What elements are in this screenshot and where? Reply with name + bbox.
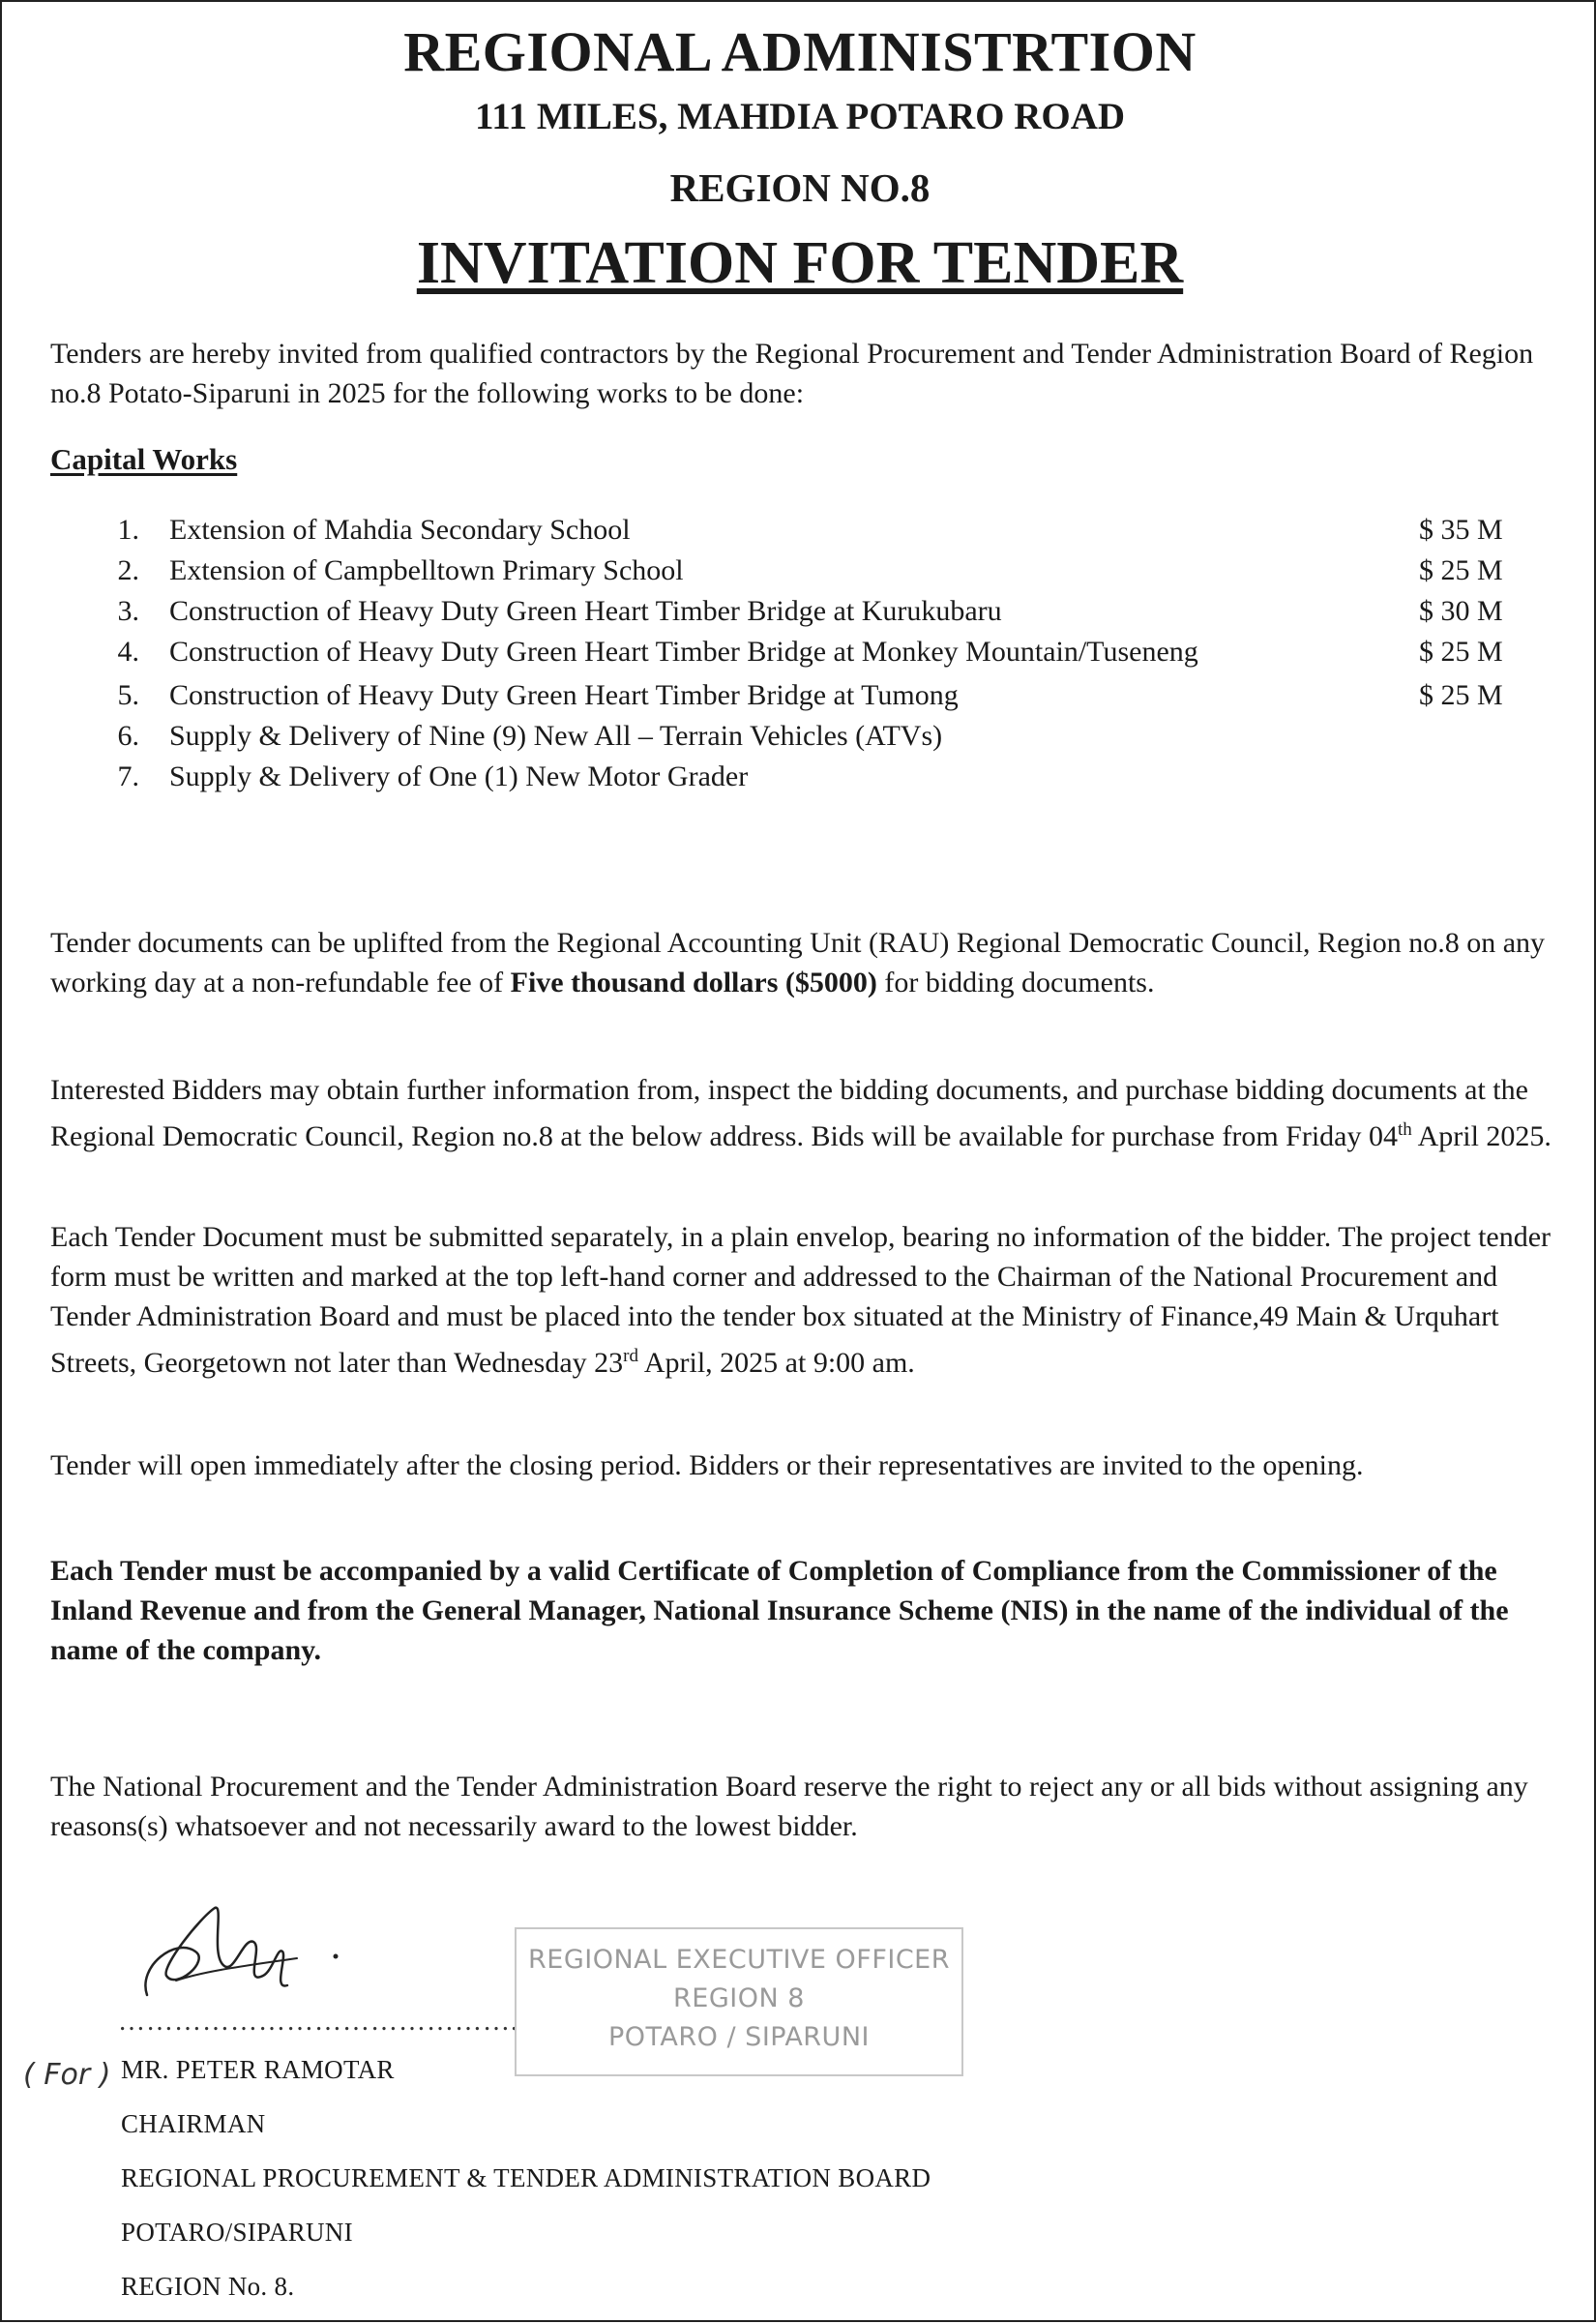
signatory-place: POTARO/SIPARUNI bbox=[121, 2218, 353, 2247]
documents-text-before: Tender documents can be uplifted from the Regional Accounting Unit (RAU) Regional Democratic Council, Region no.8 on any working day at a non-refundable fee of bbox=[50, 927, 1546, 998]
reserve-paragraph: The National Procurement and the Tender Administration Board reserve the right to reject any or all bids without assigning any reasons(s) whatsoever and not necessarily award to the lowest bidder. bbox=[50, 1771, 1528, 1842]
official-stamp bbox=[515, 1927, 963, 2076]
item-number: 3. bbox=[117, 595, 139, 627]
bidders-day-suffix: th bbox=[1397, 1119, 1412, 1140]
item-amount: $ 35 M bbox=[1419, 514, 1503, 546]
list-item bbox=[99, 757, 1521, 797]
bidders-text-before: Interested Bidders may obtain further information from, inspect the bidding documents, and purchase bidding documents at the Regional Democratic Council, Region no.8 at the below address. Bids will be available for purchase from Friday 04 bbox=[50, 1074, 1528, 1152]
list-item bbox=[99, 510, 1521, 551]
item-description: Construction of Heavy Duty Green Heart Timber Bridge at Tumong bbox=[169, 679, 959, 711]
list-item bbox=[99, 591, 1521, 632]
submission-paragraph bbox=[50, 1217, 1554, 1383]
for-note: ( For ) bbox=[23, 2058, 111, 2092]
item-number: 4. bbox=[117, 636, 139, 668]
item-description: Extension of Mahdia Secondary School bbox=[169, 514, 631, 546]
item-description: Supply & Delivery of Nine (9) New All – Terrain Vehicles (ATVs) bbox=[169, 720, 943, 752]
item-number: 5. bbox=[117, 679, 139, 711]
bidders-text-after: April 2025. bbox=[1411, 1120, 1552, 1152]
item-number: 1. bbox=[117, 514, 139, 546]
signatory-region: REGION No. 8. bbox=[121, 2272, 295, 2301]
item-description: Construction of Heavy Duty Green Heart Timber Bridge at Kurukubaru bbox=[169, 595, 1002, 627]
compliance-paragraph: Each Tender must be accompanied by a valid Certificate of Completion of Compliance from the Commissioner of the Inland Revenue and from the General Manager, National Insurance Scheme (NIS) in the name of the individual of the name of the company. bbox=[50, 1555, 1509, 1666]
signature-block bbox=[2, 1898, 1596, 2324]
bidders-paragraph bbox=[50, 1070, 1554, 1156]
list-item bbox=[99, 716, 1521, 757]
intro-paragraph: Tenders are hereby invited from qualified contractors by the Regional Procurement and Tender Administration Board of Region no.8 Potato-Siparuni in 2025 for the following works to be done: bbox=[50, 338, 1534, 409]
handwritten-signature-icon bbox=[118, 1898, 369, 2014]
item-description: Construction of Heavy Duty Green Heart Timber Bridge at Monkey Mountain/Tuseneng bbox=[169, 636, 1198, 668]
signature-line: ……………………………………. bbox=[118, 2007, 518, 2037]
item-amount: $ 25 M bbox=[1419, 636, 1503, 668]
item-amount: $ 25 M bbox=[1419, 679, 1503, 711]
item-description: Supply & Delivery of One (1) New Motor Grader bbox=[169, 760, 749, 792]
works-list bbox=[99, 510, 1521, 797]
documents-paragraph bbox=[50, 923, 1554, 1002]
submission-day-suffix: rd bbox=[623, 1346, 638, 1366]
submission-text-before: Each Tender Document must be submitted separately, in a plain envelop, bearing no information of the bidder. The project tender form must be written and marked at the top left-hand corner and addressed to the Chairman of the National Procurement and Tender Administration Board and must be placed into the tender box situated at the Ministry of Finance,49 Main & Urquhart Streets, Georgetown not later than Wednesday 23 bbox=[50, 1221, 1552, 1379]
stamp-line: POTARO / SIPARUNI bbox=[608, 2022, 870, 2052]
list-item bbox=[99, 551, 1521, 591]
region-heading: REGION NO.8 bbox=[669, 165, 931, 210]
item-description: Extension of Campbelltown Primary School bbox=[169, 554, 684, 586]
list-item bbox=[99, 675, 1521, 716]
stamp-line: REGION 8 bbox=[673, 1983, 805, 2013]
signatory-board: REGIONAL PROCUREMENT & TENDER ADMINISTRATION BOARD bbox=[121, 2163, 931, 2192]
list-item bbox=[99, 632, 1521, 675]
documents-fee: Five thousand dollars ($5000) bbox=[510, 967, 877, 998]
signatory-title: CHAIRMAN bbox=[121, 2109, 266, 2138]
address-heading: 111 MILES, MAHDIA POTARO ROAD bbox=[474, 96, 1126, 137]
org-heading: REGIONAL ADMINISTRTION bbox=[403, 20, 1197, 83]
stamp-line: REGIONAL EXECUTIVE OFFICER bbox=[528, 1945, 950, 1975]
documents-text-after: for bidding documents. bbox=[876, 967, 1155, 998]
capital-works-heading: Capital Works bbox=[50, 442, 238, 476]
page-title: INVITATION FOR TENDER bbox=[416, 230, 1184, 296]
submission-text-after: April, 2025 at 9:00 am. bbox=[638, 1347, 915, 1379]
item-amount: $ 30 M bbox=[1419, 595, 1503, 627]
signatory-name: MR. PETER RAMOTAR bbox=[121, 2055, 395, 2084]
opening-paragraph: Tender will open immediately after the closing period. Bidders or their representatives are invited to the opening. bbox=[50, 1449, 1364, 1481]
item-number: 7. bbox=[117, 760, 139, 792]
item-number: 2. bbox=[117, 554, 139, 586]
item-amount: $ 25 M bbox=[1419, 554, 1503, 586]
item-number: 6. bbox=[117, 720, 139, 752]
